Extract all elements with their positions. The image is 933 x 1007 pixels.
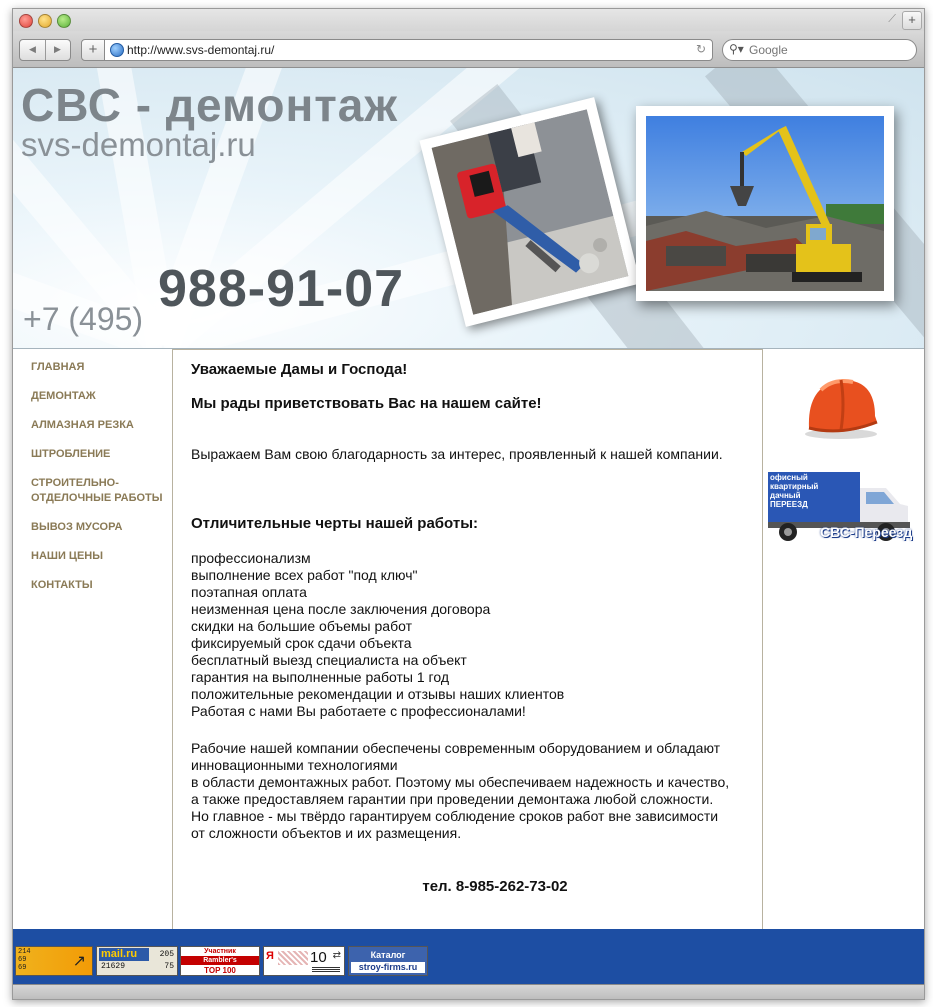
counter-value: 205 (159, 950, 174, 959)
paragraph-line: инновационными технологиями (191, 757, 398, 773)
welcome-heading: Мы рады приветствовать Вас на нашем сайте! (191, 395, 542, 412)
history-buttons (19, 39, 71, 61)
nav-item-contacts[interactable]: КОНТАКТЫ (31, 579, 93, 591)
counter-value: 75 (164, 962, 174, 971)
reload-icon[interactable]: ↻ (695, 42, 706, 56)
forward-button[interactable]: ▶ (54, 45, 61, 55)
right-column (763, 350, 924, 930)
feature-item: профессионализм (191, 550, 311, 566)
feature-item: скидки на большие объемы работ (191, 618, 412, 634)
feature-item: бесплатный выезд специалиста на объект (191, 652, 467, 668)
left-navigation (13, 350, 173, 930)
nav-item-home[interactable]: ГЛАВНАЯ (31, 361, 85, 373)
url-text[interactable]: http://www.svs-demontaj.ru/ (127, 43, 275, 57)
counter-value: 10 (310, 949, 327, 966)
nav-item-construction[interactable]: СТРОИТЕЛЬНО- (31, 477, 119, 489)
counter-liveinternet[interactable] (15, 946, 93, 976)
excavator-photo (636, 106, 894, 301)
swap-icon: ⇄ (332, 950, 341, 961)
feature-item: выполнение всех работ "под ключ" (191, 567, 418, 583)
truck-label: СВС-Переезд (820, 524, 913, 540)
feature-item: положительные рекомендации и отзывы наших клиентов (191, 686, 565, 702)
contact-phone: тел. 8-985-262-73-02 (422, 878, 568, 895)
paragraph-line: от сложности объектов и их размещения. (191, 825, 462, 841)
mailru-logo: mail.ru (99, 948, 149, 961)
jackhammer-image (432, 109, 629, 315)
phone-number: 988-91-07 (158, 260, 405, 318)
counter-yandex[interactable] (263, 946, 345, 976)
counter-mailru[interactable] (96, 946, 178, 976)
rambler-line: Rambler's (181, 956, 259, 965)
arrow-icon: ↗ (72, 951, 86, 970)
nav-item-prices[interactable]: НАШИ ЦЕНЫ (31, 550, 103, 562)
address-bar[interactable] (104, 39, 713, 61)
paragraph-line: Рабочие нашей компании обеспечены современным оборудованием и обладают (191, 740, 721, 756)
nav-item-waste-removal[interactable]: ВЫВОЗ МУСОРА (31, 521, 123, 533)
thanks-text: Выражаем Вам свою благодарность за интерес, проявленный к нашей компании. (191, 446, 723, 462)
search-input[interactable] (749, 41, 909, 58)
search-box[interactable] (722, 39, 917, 61)
zoom-button[interactable] (57, 14, 71, 28)
add-bookmark-button[interactable]: + (81, 39, 105, 61)
paragraph-line: Но главное - мы твёрдо гарантируем соблюдение сроков работ вне зависимости (191, 808, 719, 824)
feature-item: Работая с нами Вы работаете с профессионалами! (191, 703, 526, 719)
site-header (13, 68, 924, 349)
counter-value: 69 (18, 964, 27, 972)
counter-value: 69 (18, 956, 27, 964)
truck-side-line: квартирный (770, 482, 819, 491)
catalog-site: stroy-firms.ru (351, 962, 425, 973)
excavator-image (646, 116, 884, 291)
truck-side-line: ПЕРЕЕЗД (770, 500, 808, 509)
truck-side-line: офисный (770, 473, 808, 482)
rambler-line: Участник (204, 948, 236, 955)
globe-icon (110, 43, 124, 57)
close-button[interactable] (19, 14, 33, 28)
resize-icon[interactable]: ⟋ (888, 12, 896, 25)
paragraph-line: в области демонтажных работ. Поэтому мы обеспечиваем надежность и качество, (191, 774, 730, 790)
counter-value: 21629 (101, 962, 126, 971)
search-icon[interactable]: ⚲▾ (729, 42, 744, 56)
moving-truck-banner[interactable] (768, 470, 913, 546)
paragraph-line: а также предоставляем гарантии при проведении демонтажа любой сложности. (191, 791, 714, 807)
browser-toolbar (13, 31, 924, 68)
counter-rambler[interactable] (180, 946, 260, 976)
site-footer (13, 929, 924, 984)
counter-catalog[interactable] (348, 946, 428, 976)
nav-item-chasing[interactable]: ШТРОБЛЕНИЕ (31, 448, 111, 460)
counter-value: 214 (18, 948, 31, 956)
yandex-pattern (278, 951, 308, 965)
site-domain: svs-demontaj.ru (21, 126, 256, 163)
rambler-line: TOP 100 (204, 966, 236, 975)
truck-side-text (770, 473, 818, 509)
new-tab-button[interactable]: + (902, 11, 922, 30)
nav-item-construction-cont[interactable]: ОТДЕЛОЧНЫЕ РАБОТЫ (31, 492, 163, 504)
counter-numbers (18, 948, 31, 972)
site-brand: СВС - демонтаж (21, 79, 398, 131)
features-heading: Отличительные черты нашей работы: (191, 515, 478, 532)
nav-item-diamond-cutting[interactable]: АЛМАЗНАЯ РЕЗКА (31, 419, 134, 431)
nav-item-demolition[interactable]: ДЕМОНТАЖ (31, 390, 96, 402)
truck-side-line: дачный (770, 491, 801, 500)
hard-hat-icon[interactable] (801, 370, 881, 442)
back-button[interactable]: ◀ (20, 40, 46, 60)
status-bar (13, 984, 924, 1000)
feature-item: поэтапная оплата (191, 584, 307, 600)
catalog-title: Каталог (370, 950, 406, 960)
minimize-button[interactable] (38, 14, 52, 28)
browser-window (12, 8, 925, 1000)
phone-code: +7 (495) (23, 301, 144, 337)
feature-item: неизменная цена после заключения договора (191, 601, 491, 617)
main-content (172, 349, 763, 932)
feature-item: фиксируемый срок сдачи объекта (191, 635, 412, 651)
greeting-heading: Уважаемые Дамы и Господа! (191, 361, 408, 378)
yandex-lines (312, 967, 340, 973)
yandex-logo: Я (266, 950, 274, 962)
feature-item: гарантия на выполненные работы 1 год (191, 669, 450, 685)
